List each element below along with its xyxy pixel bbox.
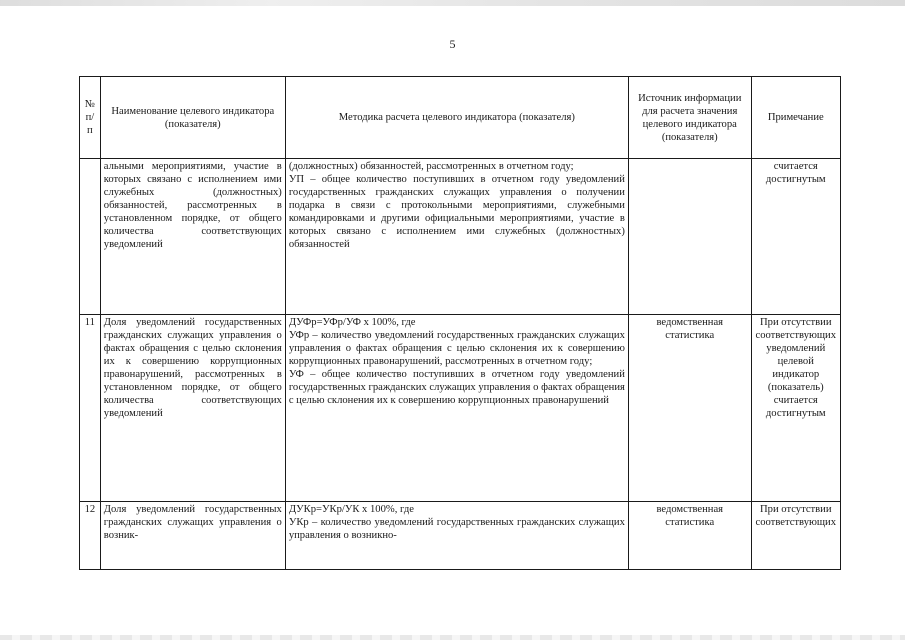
indicator-name: Доля уведомлений государственных гражданских служащих управления о возник-: [100, 502, 285, 570]
scan-top-edge: [0, 0, 905, 6]
formula-line: ДУКр=УКр/УК х 100%, где: [288, 504, 414, 515]
table-header-row: [80, 77, 841, 159]
note-cell: считается достигнутым: [751, 159, 840, 315]
method-line: УП – общее количество поступивших в отчетном году уведомлений государственных гражданских служащих управления о получении подарка в связи с протокольными мероприятиями, служебными командировками и другими официальными мероприятиями, участие в которых связано с исполнением ими служебных (должностных) обязанностей: [288, 174, 625, 250]
header-source: Источник информации для расчета значения целевого индикатора (показателя): [628, 77, 751, 159]
row-number: 11: [80, 315, 101, 502]
source-cell: [628, 159, 751, 315]
source-cell: ведомственная статистика: [628, 315, 751, 502]
note-cell: При отсутствии соответствующих: [751, 502, 840, 570]
formula-line: ДУФр=УФр/УФ х 100%, где: [288, 317, 416, 328]
table-row: [80, 502, 841, 570]
indicator-name: альными мероприятиями, участие в которых связано с исполнением ими служебных (должностных) обязанностей, рассмотренных в установленном порядке, от общего количества соответствующих уведомлений: [100, 159, 285, 315]
method-cell: [285, 502, 628, 570]
method-cell: [285, 159, 628, 315]
header-number: № п/п: [80, 77, 101, 159]
page-number: 5: [449, 37, 456, 51]
scan-bottom-edge: [0, 635, 905, 640]
table-row: [80, 159, 841, 315]
indicator-table: [79, 76, 841, 570]
method-cell: [285, 315, 628, 502]
note-cell: При отсутствии соответствующих уведомлений целевой индикатор (показатель) считается достигнутым: [751, 315, 840, 502]
method-line: УКр – количество уведомлений государственных гражданских служащих управления о возникно-: [288, 517, 625, 541]
header-method: Методика расчета целевого индикатора (показателя): [285, 77, 628, 159]
method-line: (должностных) обязанностей, рассмотренных в отчетном году;: [288, 161, 574, 172]
method-line: УФ – общее количество поступивших в отчетном году уведомлений государственных гражданских служащих управления о фактах обращения с целью склонения их к совершению коррупционных правонарушений: [288, 369, 625, 406]
row-number: 12: [80, 502, 101, 570]
header-note: Примечание: [751, 77, 840, 159]
row-number: [80, 159, 101, 315]
table-row: [80, 315, 841, 502]
source-cell: ведомственная статистика: [628, 502, 751, 570]
method-line: УФр – количество уведомлений государственных гражданских служащих управления о фактах обращения с целью склонения их к совершению коррупционных правонарушений, рассмотренных в отчетном году;: [288, 330, 625, 367]
indicator-name: Доля уведомлений государственных гражданских служащих управления о фактах обращения с целью склонения их к совершению коррупционных правонарушений, рассмотренных в установленном порядке, от общего количества соответствующих уведомлений: [100, 315, 285, 502]
header-indicator-name: Наименование целевого индикатора (показателя): [100, 77, 285, 159]
